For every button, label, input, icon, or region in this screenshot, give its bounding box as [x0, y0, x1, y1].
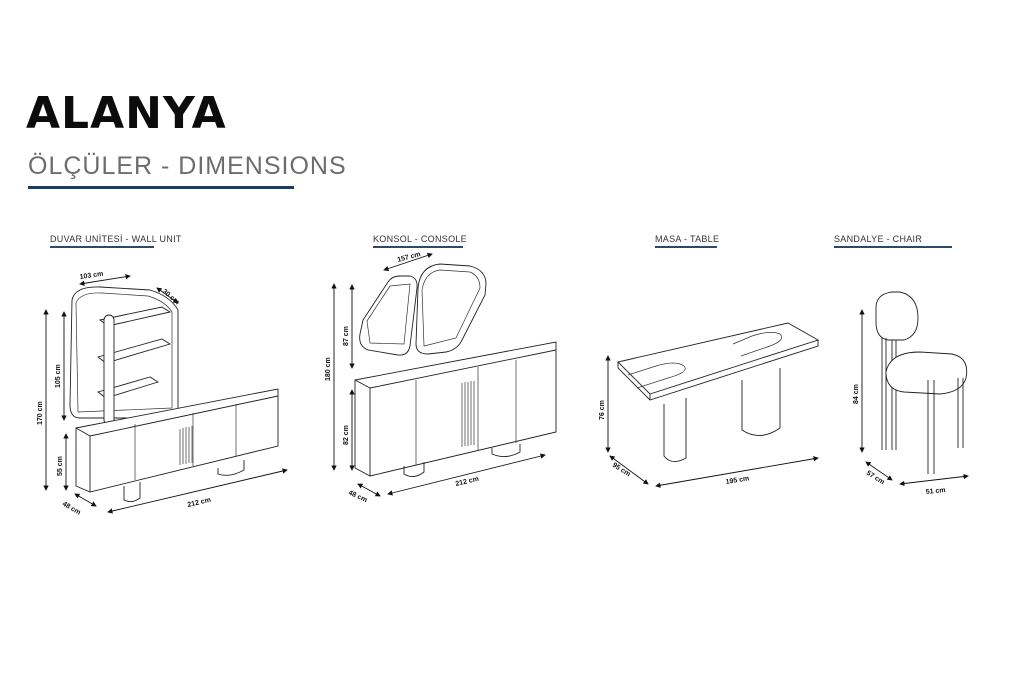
dim-chair-width: 51 cm	[925, 486, 946, 496]
section-title-table: MASA - TABLE	[655, 234, 720, 244]
dim-wall-height-total: 170 cm	[37, 401, 44, 425]
dim-console-mirror-width: 157 cm	[396, 251, 422, 264]
dim-console-height-base: 82 cm	[343, 425, 350, 445]
dim-console-width: 212 cm	[454, 475, 480, 488]
dim-wall-height-shelf: 105 cm	[55, 364, 62, 388]
dim-chair-height: 84 cm	[853, 384, 860, 404]
dim-console-depth: 48 cm	[347, 489, 369, 505]
dim-wall-width-base: 212 cm	[186, 496, 212, 509]
dim-table-depth: 95 cm	[610, 461, 632, 479]
dim-console-mirror-height: 87 cm	[343, 326, 350, 346]
chair-drawing	[862, 292, 968, 487]
table-drawing	[608, 323, 818, 486]
dim-table-height: 76 cm	[599, 400, 606, 420]
section-title-wall-unit: DUVAR UNİTESİ - WALL UNIT	[50, 234, 182, 244]
dim-wall-width-top: 103 cm	[79, 270, 104, 281]
brand-title: ALANYA	[26, 88, 227, 139]
section-title-chair: SANDALYE - CHAIR	[834, 234, 923, 244]
dim-chair-depth: 57 cm	[864, 469, 886, 487]
dim-wall-depth-base: 48 cm	[61, 500, 82, 517]
dim-wall-height-base: 55 cm	[57, 456, 64, 476]
dim-table-width: 195 cm	[725, 475, 750, 486]
dim-console-height-total: 180 cm	[325, 357, 332, 381]
section-title-console: KONSOL - CONSOLE	[373, 234, 467, 244]
console-drawing	[334, 254, 556, 496]
page-subtitle: ÖLÇÜLER - DIMENSIONS	[28, 152, 347, 180]
wall-unit-drawing	[46, 276, 287, 512]
dim-wall-depth-top: 30 cm	[160, 288, 181, 307]
